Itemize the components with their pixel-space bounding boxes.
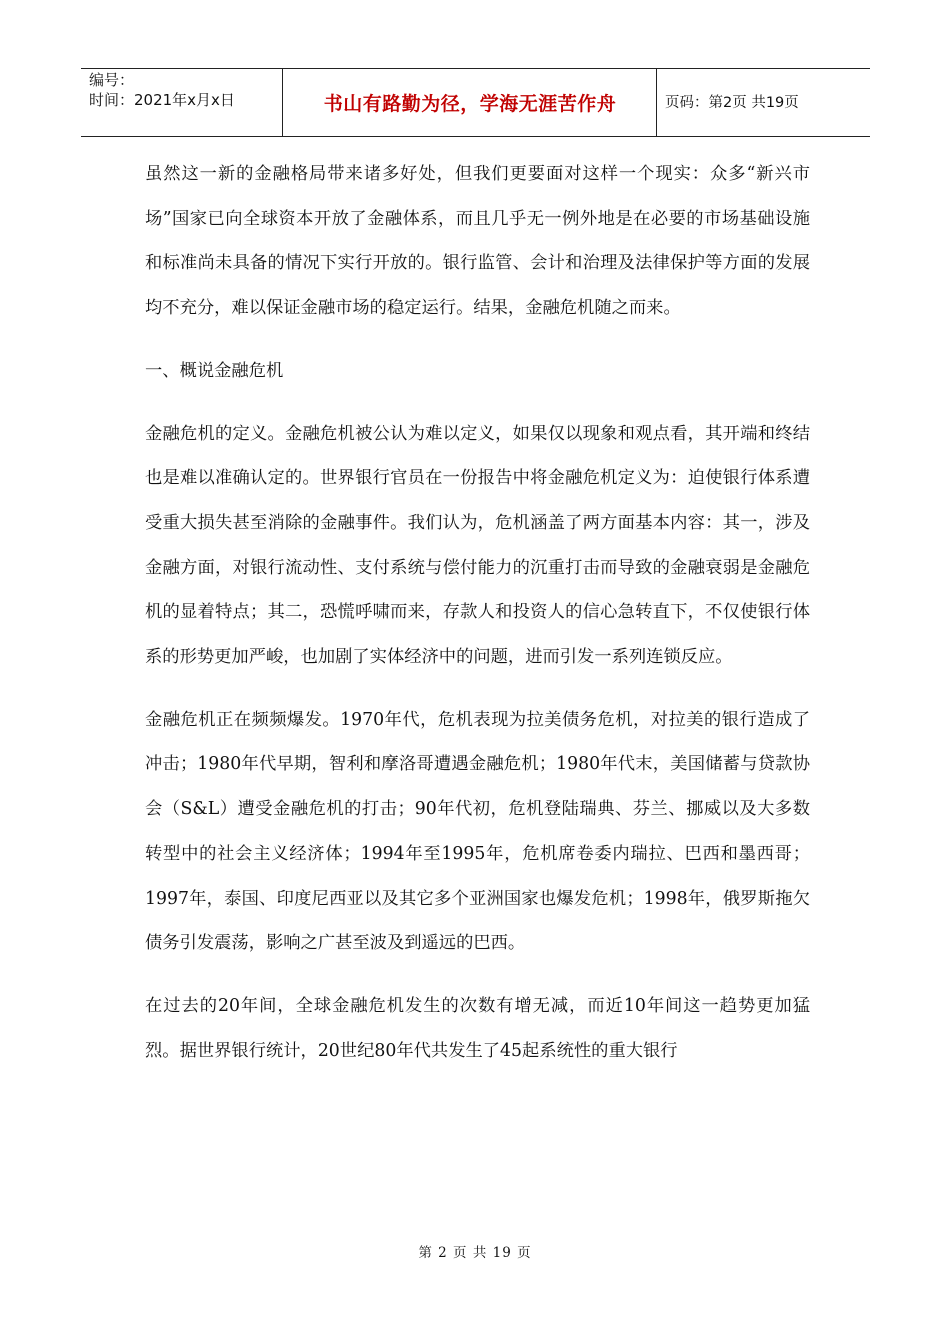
header-left-cell: [81, 69, 283, 136]
document-number-label: 编号：: [89, 71, 135, 89]
page-header: [81, 68, 870, 137]
paragraph-definition: 金融危机的定义。金融危机被公认为难以定义，如果仅以现象和观点看，其开端和终结也是难以准确认定的。世界银行官员在一份报告中将金融危机定义为：迫使银行体系遭受重大损失甚至消除的金融事件。我们认为，危机涵盖了两方面基本内容：其一，涉及金融方面，对银行流动性、支付系统与偿付能力的沉重打击而导致的金融衰弱是金融危机的显着特点；其二，恐慌呼啸而来，存款人和投资人的信心急转直下，不仅使银行体系的形势更加严峻，也加剧了实体经济中的问题，进而引发一系列连锁反应。: [145, 423, 810, 668]
document-body: [145, 152, 810, 1073]
paragraph-history: 金融危机正在频频爆发。1970年代，危机表现为拉美债务危机，对拉美的银行造成了冲击；1980年代早期，智利和摩洛哥遭遇金融危机；1980年代末，美国储蓄与贷款协会（S&L）遭受金融危机的打击；90年代初，危机登陆瑞典、芬兰、挪威以及大多数转型中的社会主义经济体；1994年至1995年，危机席卷委内瑞拉、巴西和墨西哥；1997年，泰国、印度尼西亚以及其它多个亚洲国家也爆发危机；1998年，俄罗斯拖欠债务引发震荡，影响之广甚至波及到遥远的巴西。: [145, 709, 810, 954]
header-middle-cell: [283, 69, 657, 136]
header-right-cell: [657, 69, 870, 136]
header-motto: 书山有路勤为径，学海无涯苦作舟: [323, 93, 617, 115]
document-time-label: 时间：2021年x月x日: [89, 91, 235, 109]
page-footer: 第 2 页 共 19 页: [418, 1245, 532, 1261]
paragraph-intro: 虽然这一新的金融格局带来诸多好处，但我们更要面对这样一个现实：众多“新兴市场”国家已向全球资本开放了金融体系，而且几乎无一例外地是在必要的市场基础设施和标准尚未具备的情况下实行开放的。银行监管、会计和治理及法律保护等方面的发展均不充分，难以保证金融市场的稳定运行。结果，金融危机随之而来。: [145, 164, 810, 319]
header-page-info: 页码：第2页 共19页: [665, 95, 799, 111]
section-heading: 一、概说金融危机: [145, 360, 284, 381]
paragraph-statistics: 在过去的20年间，全球金融危机发生的次数有增无减，而近10年间这一趋势更加猛烈。据世界银行统计，20世纪80年代共发生了45起系统性的重大银行: [145, 995, 810, 1061]
